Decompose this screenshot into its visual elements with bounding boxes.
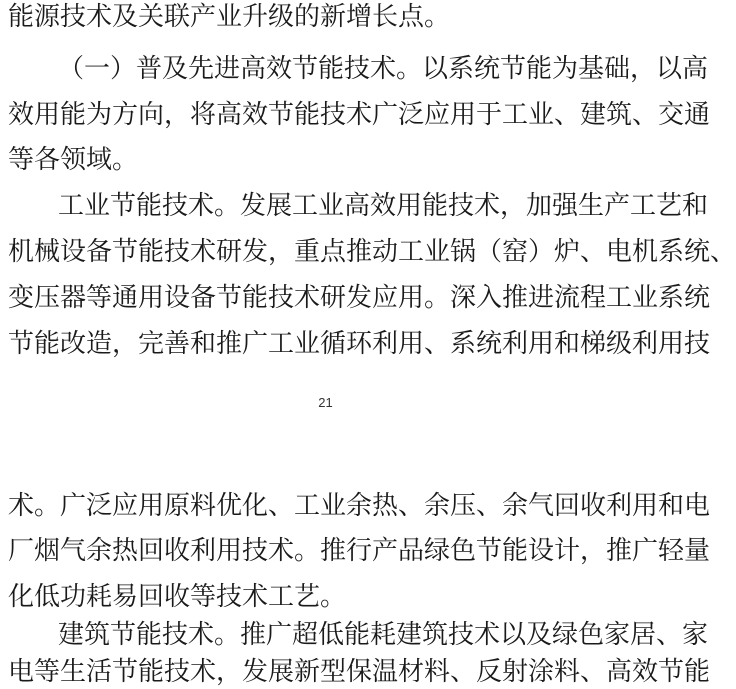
page-number: 21 <box>318 395 333 410</box>
paragraph-line: 机械设备节能技术研发，重点推动工业锅（窑）炉、电机系统、 <box>8 237 736 267</box>
paragraph-line: 化低功耗易回收等技术工艺。 <box>8 582 347 612</box>
paragraph-line: 电等生活节能技术，发展新型保温材料、反射涂料、高效节能 <box>8 657 711 687</box>
paragraph-line: 能源技术及关联产业升级的新增长点。 <box>8 2 451 32</box>
paragraph-line: 等各领域。 <box>8 145 139 175</box>
paragraph-line: 变压器等通用设备节能技术研发应用。深入推进流程工业系统 <box>8 283 711 313</box>
paragraph-line: 工业节能技术。发展工业高效用能技术，加强生产工艺和 <box>58 191 709 221</box>
paragraph-line: 术。广泛应用原料优化、工业余热、余压、余气回收利用和电 <box>8 491 711 521</box>
paragraph-line: 效用能为方向，将高效节能技术广泛应用于工业、建筑、交通 <box>8 100 711 130</box>
paragraph-line: 建筑节能技术。推广超低能耗建筑技术以及绿色家居、家 <box>58 620 709 650</box>
paragraph-line: （一）普及先进高效节能技术。以系统节能为基础，以高 <box>58 54 709 84</box>
paragraph-line: 厂烟气余热回收利用技术。推行产品绿色节能设计，推广轻量 <box>8 536 711 566</box>
paragraph-line: 节能改造，完善和推广工业循环利用、系统利用和梯级利用技 <box>8 329 711 359</box>
